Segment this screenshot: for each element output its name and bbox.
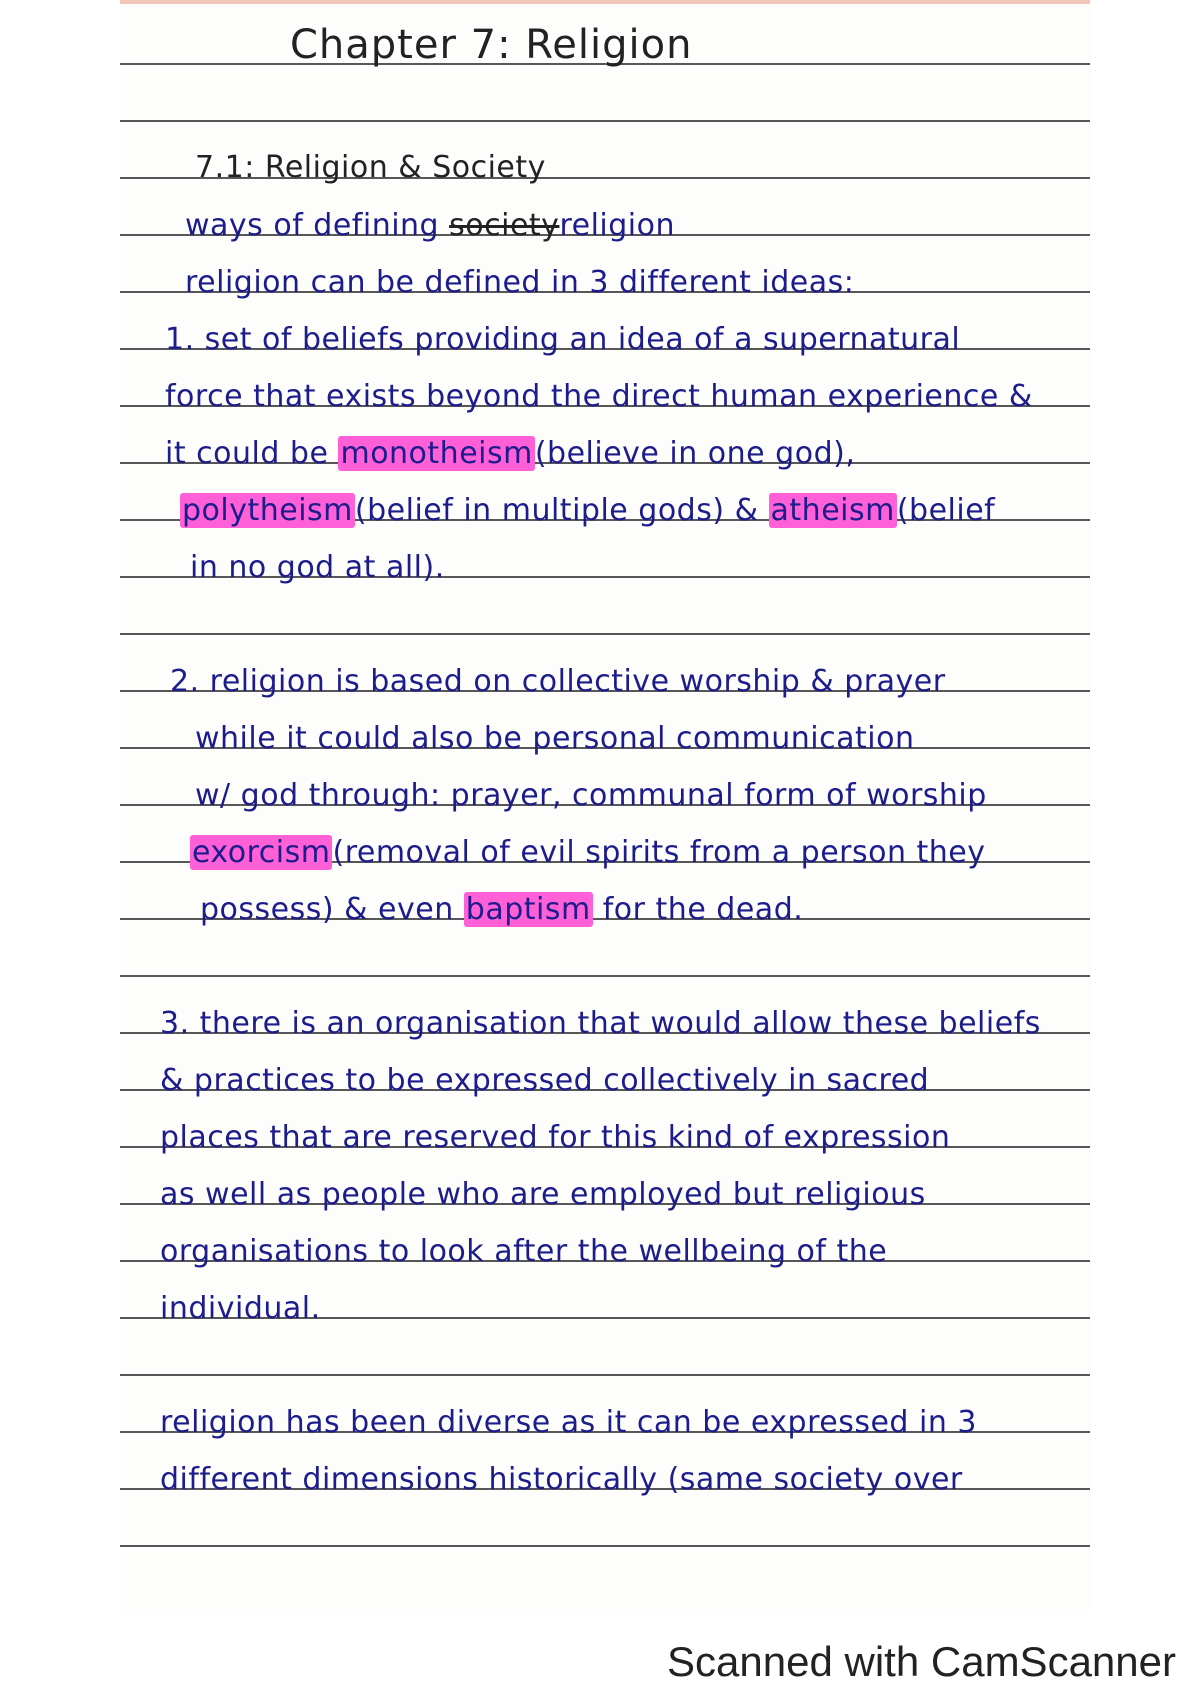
- note-text: it could be: [165, 436, 329, 471]
- rule-line: [120, 1374, 1090, 1376]
- rule-line: [120, 1545, 1090, 1547]
- note-text: possess) & even: [200, 892, 454, 927]
- note-text: religion: [559, 208, 675, 243]
- note-text: (removal of evil spirits from a person they: [332, 835, 986, 870]
- highlighted-term-baptism: baptism: [465, 892, 591, 927]
- note-line-16: as well as people who are employed but religious: [160, 1177, 926, 1212]
- note-line-5: [165, 436, 855, 471]
- note-line-15: places that are reserved for this kind of expression: [160, 1120, 951, 1155]
- note-line-11: [190, 835, 986, 870]
- note-line-17: organisations to look after the wellbeing of the: [160, 1234, 888, 1269]
- note-text: (belief in multiple gods) &: [354, 493, 759, 528]
- note-line-13: 3. there is an organisation that would allow these beliefs: [160, 1006, 1041, 1041]
- note-line-19: religion has been diverse as it can be expressed in 3: [160, 1405, 977, 1440]
- note-text: (believe in one god),: [534, 436, 856, 471]
- note-line-6: [180, 493, 995, 528]
- note-text: (belief: [896, 493, 996, 528]
- rule-line: [120, 633, 1090, 635]
- note-text: ways of defining: [185, 208, 440, 243]
- note-line-12: [200, 892, 803, 927]
- note-line-3: 1. set of beliefs providing an idea of a supernatural: [165, 322, 961, 357]
- note-text: for the dead.: [602, 892, 804, 927]
- camscanner-watermark: Scanned with CamScanner: [667, 1638, 1176, 1685]
- note-line-8: 2. religion is based on collective worship & prayer: [170, 664, 946, 699]
- highlighted-term-atheism: atheism: [770, 493, 895, 528]
- note-line-20: different dimensions historically (same society over: [160, 1462, 963, 1497]
- note-line-10: w/ god through: prayer, communal form of worship: [195, 778, 987, 813]
- note-line-2: religion can be defined in 3 different ideas:: [185, 265, 855, 300]
- highlighted-term-exorcism: exorcism: [192, 835, 331, 870]
- highlighted-term-monotheism: monotheism: [340, 436, 533, 471]
- page-title: Chapter 7: Religion: [290, 22, 693, 68]
- highlighted-term-polytheism: polytheism: [182, 493, 353, 528]
- note-line-7: in no god at all).: [190, 550, 445, 585]
- section-heading: 7.1: Religion & Society: [195, 150, 546, 185]
- note-line-4: force that exists beyond the direct human experience &: [165, 379, 1033, 414]
- note-line-18: individual.: [160, 1291, 321, 1326]
- crossed-out-word: society: [449, 208, 560, 243]
- rule-line: [120, 975, 1090, 977]
- note-line-14: & practices to be expressed collectively in sacred: [160, 1063, 930, 1098]
- note-line-1: [185, 208, 675, 243]
- note-line-9: while it could also be personal communication: [195, 721, 915, 756]
- rule-line: [120, 120, 1090, 122]
